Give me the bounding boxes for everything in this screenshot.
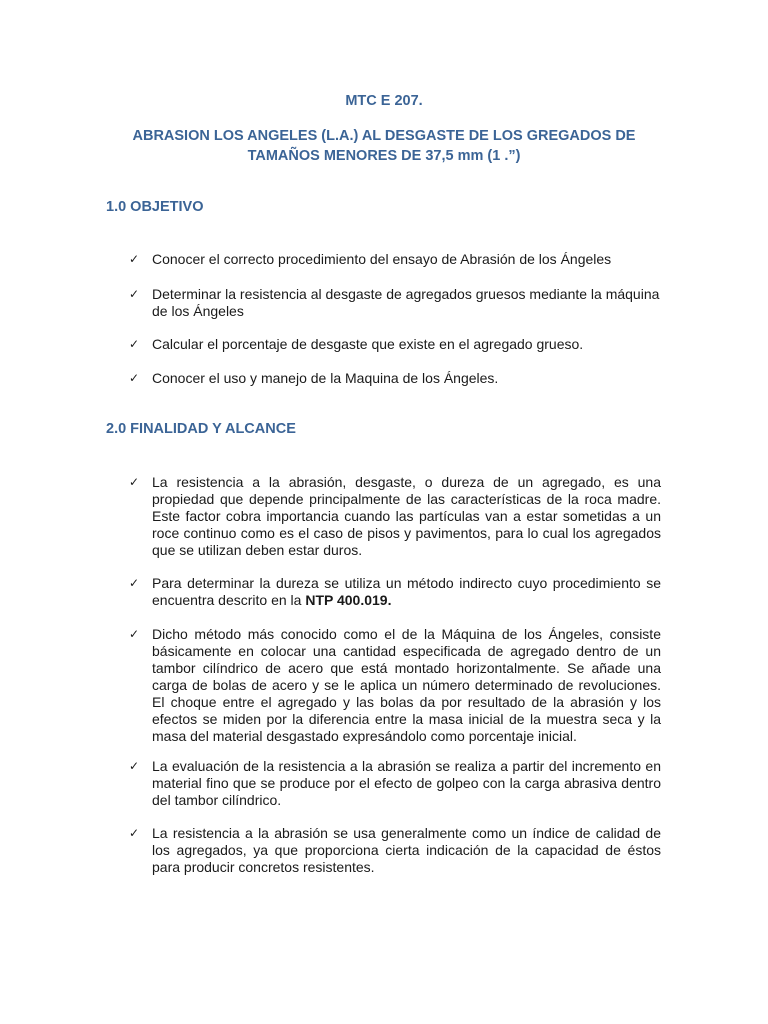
check-icon: ✓ [129, 371, 140, 385]
list-item-text-body: Para determinar la dureza se utiliza un método indirecto cuyo procedimiento se encuentra descrito en la [152, 575, 661, 608]
document-code: MTC E 207. [345, 93, 423, 109]
list-item-text: Conocer el correcto procedimiento del ensayo de Abrasión de los Ángeles [152, 251, 612, 267]
list-item-text [152, 575, 661, 609]
check-icon: ✓ [129, 576, 140, 590]
check-icon: ✓ [129, 475, 140, 489]
check-icon: ✓ [129, 287, 140, 301]
list-item-text: La resistencia a la abrasión, desgaste, o dureza de un agregado, es una propiedad que depende principalmente de las características de la roca madre. Este factor cobra importancia cuando las partículas van a estar sometidas a un roce continuo como es el caso de pisos y pavimentos, para lo cual los agregados que se utilizan deben estar duros. [152, 474, 661, 558]
list-item-text: La resistencia a la abrasión se usa generalmente como un índice de calidad de los agregados, ya que proporciona cierta indicación de la capacidad de éstos para producir concretos resistentes. [152, 825, 661, 875]
section-heading-finalidad: 2.0 FINALIDAD Y ALCANCE [106, 421, 296, 437]
list-item-text: Determinar la resistencia al desgaste de agregados gruesos mediante la máquina de los Ángeles [152, 286, 660, 319]
check-icon: ✓ [129, 337, 140, 351]
section-heading-objetivo: 1.0 OBJETIVO [106, 199, 204, 215]
list-item-text: La evaluación de la resistencia a la abrasión se realiza a partir del incremento en material fino que se produce por el efecto de golpeo con la carga abrasiva dentro del tambor cilíndrico. [152, 758, 661, 808]
list-item-text: Conocer el uso y manejo de la Maquina de los Ángeles. [152, 370, 499, 386]
check-icon: ✓ [129, 252, 140, 266]
document-title: ABRASION LOS ANGELES (L.A.) AL DESGASTE DE LOS GREGADOS DE TAMAÑOS MENORES DE 37,5 mm (1 .”) [132, 128, 636, 164]
list-item-text: Dicho método más conocido como el de la Máquina de los Ángeles, consiste básicamente en colocar una cantidad especificada de agregado dentro de un tambor cilíndrico de acero que está montado horizontalmente. Se añade una carga de bolas de acero y se le aplica un número determinado de revoluciones. El choque entre el agregado y las bolas da por resultado de la abrasión y los efectos se miden por la diferencia entre la masa inicial de la muestra seca y la masa del material desgastado expresándolo como porcentaje inicial. [152, 626, 661, 744]
norm-reference: NTP 400.019. [305, 592, 392, 608]
check-icon: ✓ [129, 826, 140, 840]
check-icon: ✓ [129, 627, 140, 641]
list-item-text: Calcular el porcentaje de desgaste que existe en el agregado grueso. [152, 336, 584, 352]
check-icon: ✓ [129, 759, 140, 773]
